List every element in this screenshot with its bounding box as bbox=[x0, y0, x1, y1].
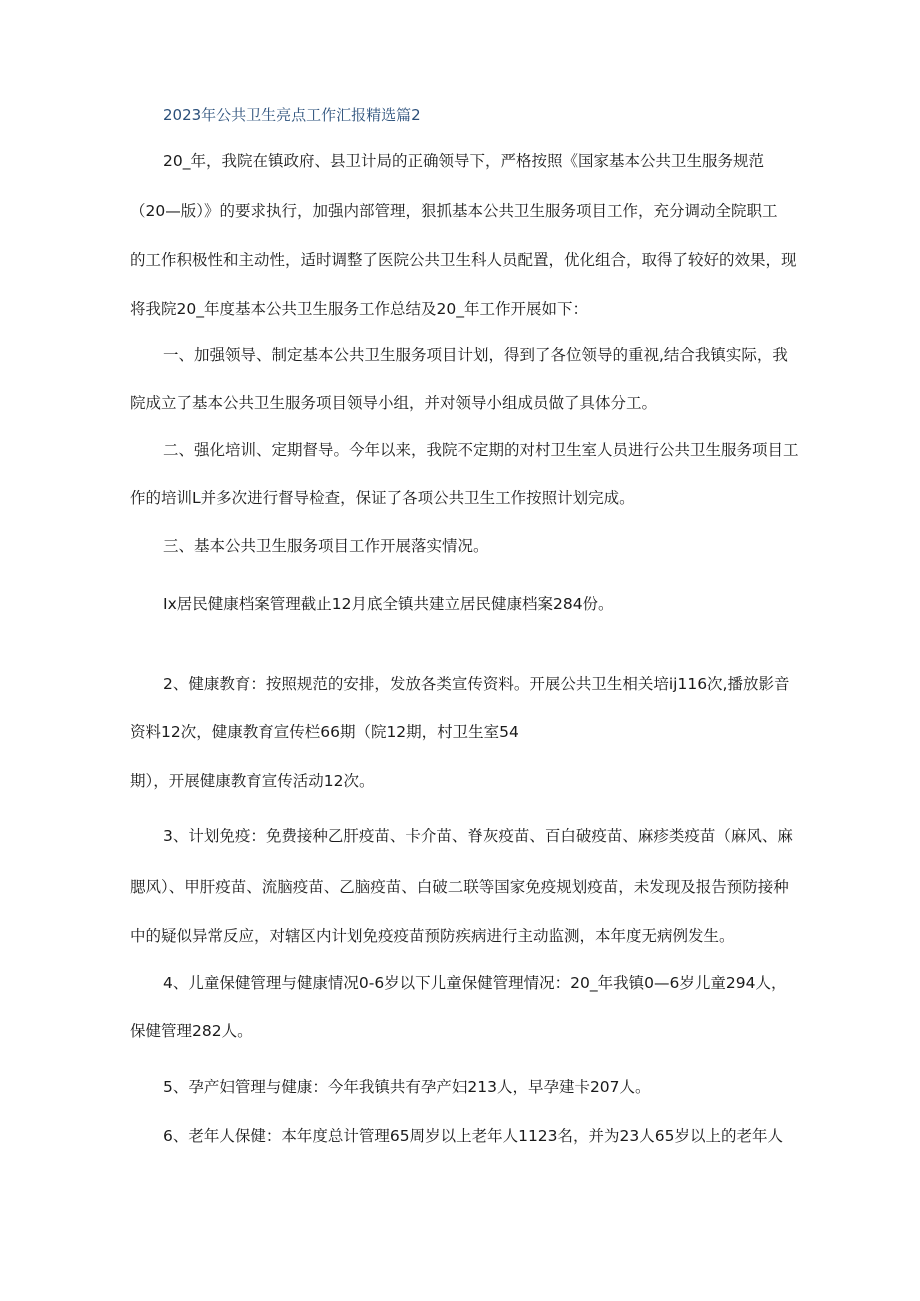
item-immunization-line: 3、计划免疫：免费接种乙肝疫苗、卡介苗、脊灰疫苗、百白破疫苗、麻疹类疫苗（麻风、麻 bbox=[163, 827, 793, 845]
item-health-education-line: 期），开展健康教育宣传活动12次。 bbox=[130, 772, 375, 790]
item-health-education-line: 资料12次，健康教育宣传栏66期（院12期，村卫生室54 bbox=[130, 723, 519, 741]
item-health-education-line: 2、健康教育：按照规范的安排，发放各类宣传资料。开展公共卫生相关培ij116次,播放影音 bbox=[163, 675, 790, 693]
item-health-records: Ix居民健康档案管理截止12月底全镇共建立居民健康档案284份。 bbox=[163, 595, 614, 613]
item-immunization-line: 中的疑似异常反应，对辖区内计划免疫疫苗预防疾病进行主动监测，本年度无病例发生。 bbox=[130, 927, 735, 945]
section-two-line: 二、强化培训、定期督导。今年以来，我院不定期的对村卫生室人员进行公共卫生服务项目工 bbox=[163, 441, 799, 459]
paragraph-line: 将我院20_年度基本公共卫生服务工作总结及20_年工作开展如下： bbox=[130, 300, 588, 318]
section-two-line: 作的培训L并多次进行督导检查，保证了各项公共卫生工作按照计划完成。 bbox=[130, 489, 635, 507]
document-title: 2023年公共卫生亮点工作汇报精选篇2 bbox=[163, 106, 421, 124]
paragraph-line: 的工作积极性和主动性，适时调整了医院公共卫生科人员配置，优化组合，取得了较好的效果，现 bbox=[130, 251, 797, 269]
item-elderly-care: 6、老年人保健：本年度总计管理65周岁以上老年人1123名，并为23人65岁以上的老年人 bbox=[163, 1127, 783, 1145]
section-one-line: 一、加强领导、制定基本公共卫生服务项目计划，得到了各位领导的重视,结合我镇实际，我 bbox=[163, 346, 788, 364]
item-child-care-line: 保健管理282人。 bbox=[130, 1022, 253, 1040]
paragraph-line: （20—版）》的要求执行，加强内部管理，狠抓基本公共卫生服务项目工作，充分调动全院职工 bbox=[130, 202, 778, 220]
item-child-care-line: 4、儿童保健管理与健康情况0-6岁以下儿童保健管理情况：20_年我镇0—6岁儿童294人， bbox=[163, 974, 787, 992]
section-three-heading: 三、基本公共卫生服务项目工作开展落实情况。 bbox=[163, 537, 489, 555]
paragraph-line: 20_年，我院在镇政府、县卫计局的正确领导下，严格按照《国家基本公共卫生服务规范 bbox=[163, 152, 764, 170]
item-maternal-care: 5、孕产妇管理与健康：今年我镇共有孕产妇213人，早孕建卡207人。 bbox=[163, 1078, 651, 1096]
section-one-line: 院成立了基本公共卫生服务项目领导小组，并对领导小组成员做了具体分工。 bbox=[130, 394, 658, 412]
item-immunization-line: 腮风）、甲肝疫苗、流脑疫苗、乙脑疫苗、白破二联等国家免疫规划疫苗，未发现及报告预防接种 bbox=[130, 878, 789, 896]
